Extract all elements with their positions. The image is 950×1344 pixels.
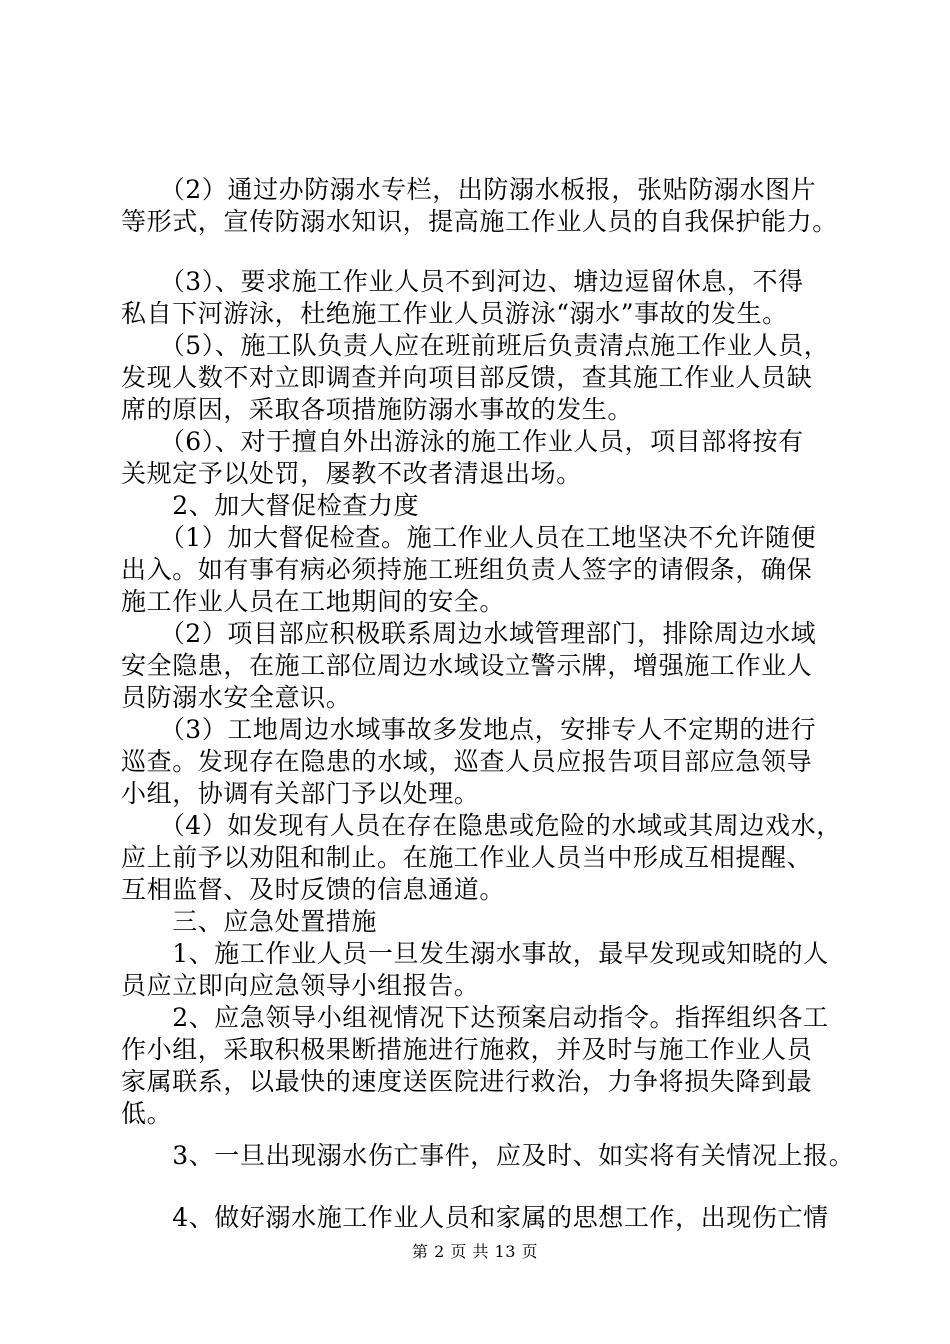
text-line: （4）如发现有人员在存在隐患或危险的水域或其周边戏水， <box>121 811 842 840</box>
text-line: 等形式，宣传防溺水知识，提高施工作业人员的自我保护能力。 <box>121 207 838 236</box>
text-line: 3、一旦出现溺水伤亡事件，应及时、如实将有关情况上报。 <box>121 1141 855 1170</box>
text-line: （5）、施工队负责人应在班前班后负责清点施工作业人员， <box>121 331 830 360</box>
text-line: 员应立即向应急领导小组报告。 <box>121 971 480 1000</box>
text-line: 席的原因，采取各项措施防溺水事故的发生。 <box>121 395 634 424</box>
text-line: （1）加大督促检查。施工作业人员在工地坚决不允许随便 <box>121 523 817 552</box>
text-line: （3）、要求施工作业人员不到河边、塘边逗留休息，不得 <box>121 267 804 296</box>
text-line: 小组，协调有关部门予以处理。 <box>121 779 480 808</box>
text-line: 2、应急领导小组视情况下达预案启动指令。指挥组织各工 <box>121 1003 829 1032</box>
text-line: （2）项目部应积极联系周边水域管理部门，排除周边水域 <box>121 619 817 648</box>
text-line: 出入。如有事有病必须持施工班组负责人签字的请假条，确保 <box>121 555 813 584</box>
text-line: 私自下河游泳，杜绝施工作业人员游泳“溺水”事故的发生。 <box>121 299 788 328</box>
text-line: 施工作业人员在工地期间的安全。 <box>121 587 506 616</box>
text-line: 1、施工作业人员一旦发生溺水事故，最早发现或知晓的人 <box>121 939 829 968</box>
text-line: 应上前予以劝阻和制止。在施工作业人员当中形成互相提醒、 <box>121 843 813 872</box>
text-line: 安全隐患，在施工部位周边水域设立警示牌，增强施工作业人 <box>121 651 813 680</box>
text-line: 巡查。发现存在隐患的水域，巡查人员应报告项目部应急领导 <box>121 747 813 776</box>
text-line: 低。 <box>121 1099 173 1128</box>
page-number-footer: 第 2 页 共 13 页 <box>412 1242 538 1261</box>
text-line: （2）通过办防溺水专栏，出防溺水板报，张贴防溺水图片 <box>121 175 817 204</box>
text-line: 员防溺水安全意识。 <box>121 683 352 712</box>
text-line: 互相监督、及时反馈的信息通道。 <box>121 875 506 904</box>
text-line: 作小组，采取积极果断措施进行施救，并及时与施工作业人员 <box>121 1035 813 1064</box>
text-line: 4、做好溺水施工作业人员和家属的思想工作，出现伤亡情 <box>121 1203 829 1232</box>
section-heading: 三、应急处置措施 <box>121 907 378 936</box>
text-line: （3）工地周边水域事故多发地点，安排专人不定期的进行 <box>121 715 817 744</box>
text-line: 发现人数不对立即调查并向项目部反馈，查其施工作业人员缺 <box>121 363 813 392</box>
text-line: 关规定予以处罚，屡教不改者清退出场。 <box>121 459 582 488</box>
text-line: （6）、对于擅自外出游泳的施工作业人员，项目部将按有 <box>121 427 804 456</box>
section-heading: 2、加大督促检查力度 <box>121 491 420 520</box>
text-line: 家属联系，以最快的速度送医院进行救治，力争将损失降到最 <box>121 1067 813 1096</box>
